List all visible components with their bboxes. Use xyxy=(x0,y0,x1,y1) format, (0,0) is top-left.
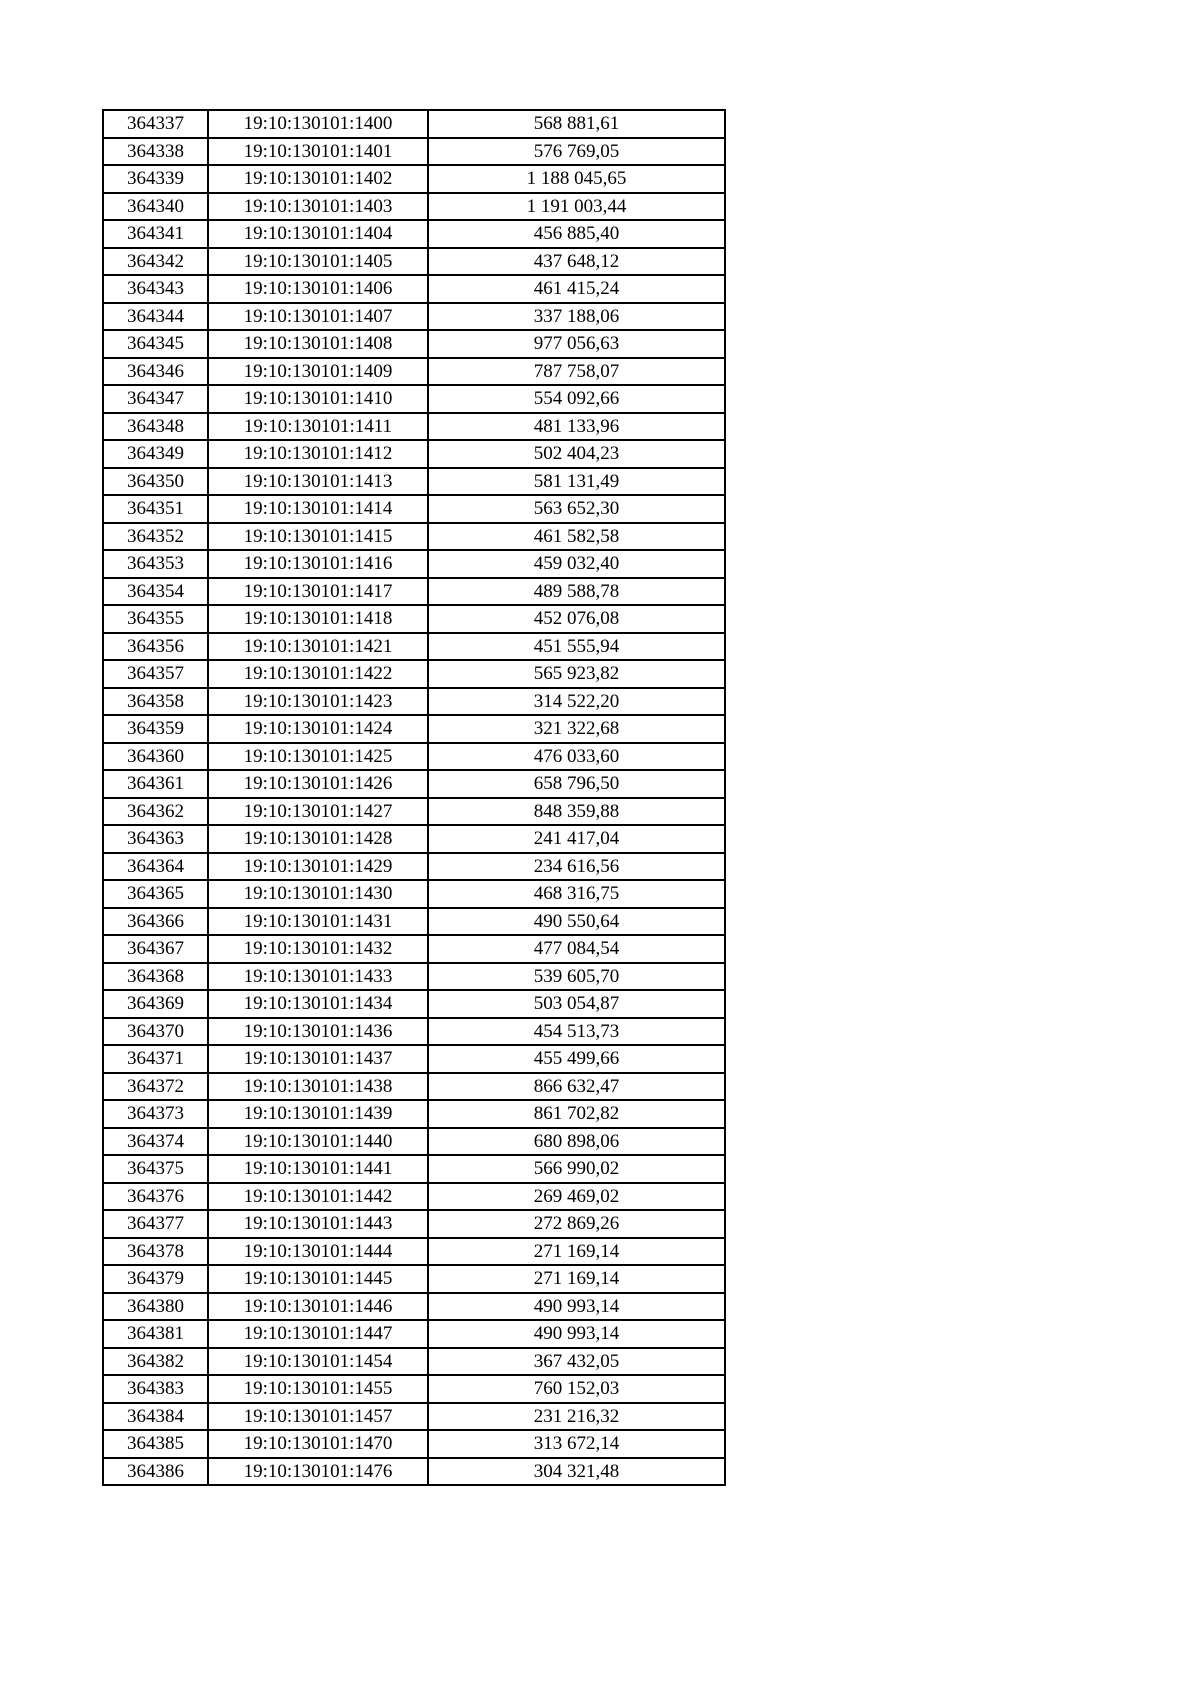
cell-amount: 576 769,05 xyxy=(428,138,725,166)
cell-number: 364379 xyxy=(103,1265,208,1293)
cell-cadastral-number: 19:10:130101:1400 xyxy=(208,110,428,138)
cell-cadastral-number: 19:10:130101:1418 xyxy=(208,605,428,633)
cell-amount: 1 188 045,65 xyxy=(428,165,725,193)
cell-cadastral-number: 19:10:130101:1405 xyxy=(208,248,428,276)
table-row xyxy=(103,1100,725,1128)
cell-number: 364345 xyxy=(103,330,208,358)
table-row xyxy=(103,1430,725,1458)
table-row xyxy=(103,660,725,688)
data-table xyxy=(102,109,726,1486)
cell-number: 364344 xyxy=(103,303,208,331)
cell-amount: 680 898,06 xyxy=(428,1128,725,1156)
cell-cadastral-number: 19:10:130101:1431 xyxy=(208,908,428,936)
cell-amount: 231 216,32 xyxy=(428,1403,725,1431)
cell-cadastral-number: 19:10:130101:1428 xyxy=(208,825,428,853)
cell-number: 364360 xyxy=(103,743,208,771)
cell-amount: 502 404,23 xyxy=(428,440,725,468)
cell-cadastral-number: 19:10:130101:1470 xyxy=(208,1430,428,1458)
cell-amount: 489 588,78 xyxy=(428,578,725,606)
cell-amount: 234 616,56 xyxy=(428,853,725,881)
cell-amount: 539 605,70 xyxy=(428,963,725,991)
cell-amount: 476 033,60 xyxy=(428,743,725,771)
cell-cadastral-number: 19:10:130101:1415 xyxy=(208,523,428,551)
table-row xyxy=(103,1210,725,1238)
cell-amount: 452 076,08 xyxy=(428,605,725,633)
cell-number: 364362 xyxy=(103,798,208,826)
cell-amount: 272 869,26 xyxy=(428,1210,725,1238)
cell-cadastral-number: 19:10:130101:1402 xyxy=(208,165,428,193)
table-row xyxy=(103,220,725,248)
cell-amount: 459 032,40 xyxy=(428,550,725,578)
cell-amount: 563 652,30 xyxy=(428,495,725,523)
cell-cadastral-number: 19:10:130101:1409 xyxy=(208,358,428,386)
cell-cadastral-number: 19:10:130101:1408 xyxy=(208,330,428,358)
cell-cadastral-number: 19:10:130101:1404 xyxy=(208,220,428,248)
table-row xyxy=(103,935,725,963)
cell-number: 364372 xyxy=(103,1073,208,1101)
table-row xyxy=(103,1403,725,1431)
table-row xyxy=(103,303,725,331)
cell-number: 364378 xyxy=(103,1238,208,1266)
cell-amount: 787 758,07 xyxy=(428,358,725,386)
table-row xyxy=(103,1375,725,1403)
cell-number: 364386 xyxy=(103,1458,208,1486)
cell-amount: 568 881,61 xyxy=(428,110,725,138)
cell-number: 364354 xyxy=(103,578,208,606)
table-row xyxy=(103,1458,725,1486)
cell-cadastral-number: 19:10:130101:1429 xyxy=(208,853,428,881)
cell-amount: 760 152,03 xyxy=(428,1375,725,1403)
table-row xyxy=(103,1155,725,1183)
cell-cadastral-number: 19:10:130101:1438 xyxy=(208,1073,428,1101)
cell-amount: 437 648,12 xyxy=(428,248,725,276)
cell-number: 364385 xyxy=(103,1430,208,1458)
cell-number: 364380 xyxy=(103,1293,208,1321)
cell-cadastral-number: 19:10:130101:1421 xyxy=(208,633,428,661)
table-row xyxy=(103,743,725,771)
table-row xyxy=(103,908,725,936)
cell-cadastral-number: 19:10:130101:1430 xyxy=(208,880,428,908)
cell-amount: 503 054,87 xyxy=(428,990,725,1018)
cell-cadastral-number: 19:10:130101:1444 xyxy=(208,1238,428,1266)
cell-amount: 490 550,64 xyxy=(428,908,725,936)
cell-number: 364351 xyxy=(103,495,208,523)
cell-number: 364371 xyxy=(103,1045,208,1073)
cell-cadastral-number: 19:10:130101:1476 xyxy=(208,1458,428,1486)
cell-number: 364384 xyxy=(103,1403,208,1431)
cell-number: 364338 xyxy=(103,138,208,166)
table-row xyxy=(103,138,725,166)
table-row xyxy=(103,853,725,881)
cell-amount: 313 672,14 xyxy=(428,1430,725,1458)
cell-number: 364365 xyxy=(103,880,208,908)
cell-cadastral-number: 19:10:130101:1437 xyxy=(208,1045,428,1073)
cell-number: 364382 xyxy=(103,1348,208,1376)
cell-cadastral-number: 19:10:130101:1403 xyxy=(208,193,428,221)
cell-number: 364355 xyxy=(103,605,208,633)
cell-amount: 481 133,96 xyxy=(428,413,725,441)
cell-amount: 271 169,14 xyxy=(428,1265,725,1293)
cell-amount: 468 316,75 xyxy=(428,880,725,908)
cell-amount: 581 131,49 xyxy=(428,468,725,496)
cell-amount: 565 923,82 xyxy=(428,660,725,688)
cell-number: 364363 xyxy=(103,825,208,853)
cell-number: 364370 xyxy=(103,1018,208,1046)
cell-cadastral-number: 19:10:130101:1406 xyxy=(208,275,428,303)
cell-cadastral-number: 19:10:130101:1413 xyxy=(208,468,428,496)
cell-number: 364350 xyxy=(103,468,208,496)
cell-cadastral-number: 19:10:130101:1436 xyxy=(208,1018,428,1046)
cell-cadastral-number: 19:10:130101:1424 xyxy=(208,715,428,743)
table-row xyxy=(103,1320,725,1348)
cell-cadastral-number: 19:10:130101:1445 xyxy=(208,1265,428,1293)
table-row xyxy=(103,550,725,578)
cell-amount: 304 321,48 xyxy=(428,1458,725,1486)
cell-number: 364368 xyxy=(103,963,208,991)
table-row xyxy=(103,413,725,441)
table-row xyxy=(103,1183,725,1211)
cell-number: 364383 xyxy=(103,1375,208,1403)
table-row xyxy=(103,1018,725,1046)
cell-cadastral-number: 19:10:130101:1407 xyxy=(208,303,428,331)
cell-number: 364364 xyxy=(103,853,208,881)
cell-number: 364348 xyxy=(103,413,208,441)
table-row xyxy=(103,248,725,276)
table-row xyxy=(103,1348,725,1376)
table-row xyxy=(103,1073,725,1101)
table-row xyxy=(103,275,725,303)
table-row xyxy=(103,165,725,193)
cell-amount: 977 056,63 xyxy=(428,330,725,358)
table-row xyxy=(103,990,725,1018)
cell-amount: 866 632,47 xyxy=(428,1073,725,1101)
cell-amount: 456 885,40 xyxy=(428,220,725,248)
table-row xyxy=(103,468,725,496)
cell-number: 364347 xyxy=(103,385,208,413)
table-row xyxy=(103,1238,725,1266)
table-row xyxy=(103,1045,725,1073)
cell-number: 364373 xyxy=(103,1100,208,1128)
table-row xyxy=(103,633,725,661)
table-row xyxy=(103,688,725,716)
cell-amount: 321 322,68 xyxy=(428,715,725,743)
cell-cadastral-number: 19:10:130101:1446 xyxy=(208,1293,428,1321)
cell-amount: 848 359,88 xyxy=(428,798,725,826)
cell-amount: 314 522,20 xyxy=(428,688,725,716)
cell-amount: 566 990,02 xyxy=(428,1155,725,1183)
cell-amount: 451 555,94 xyxy=(428,633,725,661)
cell-number: 364349 xyxy=(103,440,208,468)
cell-cadastral-number: 19:10:130101:1447 xyxy=(208,1320,428,1348)
table-row xyxy=(103,880,725,908)
cell-number: 364361 xyxy=(103,770,208,798)
cell-amount: 477 084,54 xyxy=(428,935,725,963)
cell-cadastral-number: 19:10:130101:1439 xyxy=(208,1100,428,1128)
cell-number: 364367 xyxy=(103,935,208,963)
cell-number: 364356 xyxy=(103,633,208,661)
table-row xyxy=(103,440,725,468)
cell-number: 364369 xyxy=(103,990,208,1018)
cell-cadastral-number: 19:10:130101:1416 xyxy=(208,550,428,578)
cell-amount: 367 432,05 xyxy=(428,1348,725,1376)
cell-number: 364366 xyxy=(103,908,208,936)
cell-number: 364337 xyxy=(103,110,208,138)
table-row xyxy=(103,715,725,743)
table-row xyxy=(103,798,725,826)
cell-number: 364341 xyxy=(103,220,208,248)
cell-cadastral-number: 19:10:130101:1442 xyxy=(208,1183,428,1211)
cell-amount: 861 702,82 xyxy=(428,1100,725,1128)
cell-number: 364353 xyxy=(103,550,208,578)
table-row xyxy=(103,358,725,386)
cell-cadastral-number: 19:10:130101:1457 xyxy=(208,1403,428,1431)
table-body xyxy=(103,110,725,1485)
cell-number: 364381 xyxy=(103,1320,208,1348)
table-row xyxy=(103,770,725,798)
cell-cadastral-number: 19:10:130101:1417 xyxy=(208,578,428,606)
cell-number: 364359 xyxy=(103,715,208,743)
cell-amount: 241 417,04 xyxy=(428,825,725,853)
table-row xyxy=(103,110,725,138)
table-row xyxy=(103,963,725,991)
cell-amount: 658 796,50 xyxy=(428,770,725,798)
cell-amount: 1 191 003,44 xyxy=(428,193,725,221)
cell-amount: 490 993,14 xyxy=(428,1320,725,1348)
cell-number: 364340 xyxy=(103,193,208,221)
table-row xyxy=(103,578,725,606)
cell-cadastral-number: 19:10:130101:1433 xyxy=(208,963,428,991)
cell-cadastral-number: 19:10:130101:1432 xyxy=(208,935,428,963)
cell-cadastral-number: 19:10:130101:1411 xyxy=(208,413,428,441)
cell-cadastral-number: 19:10:130101:1425 xyxy=(208,743,428,771)
table-row xyxy=(103,523,725,551)
table-row xyxy=(103,605,725,633)
cell-number: 364358 xyxy=(103,688,208,716)
table-row xyxy=(103,825,725,853)
cell-cadastral-number: 19:10:130101:1454 xyxy=(208,1348,428,1376)
cell-amount: 461 582,58 xyxy=(428,523,725,551)
cell-cadastral-number: 19:10:130101:1414 xyxy=(208,495,428,523)
table-row xyxy=(103,1128,725,1156)
cell-cadastral-number: 19:10:130101:1423 xyxy=(208,688,428,716)
table-row xyxy=(103,1293,725,1321)
cell-cadastral-number: 19:10:130101:1412 xyxy=(208,440,428,468)
cell-cadastral-number: 19:10:130101:1427 xyxy=(208,798,428,826)
cell-cadastral-number: 19:10:130101:1426 xyxy=(208,770,428,798)
cell-amount: 490 993,14 xyxy=(428,1293,725,1321)
table-row xyxy=(103,495,725,523)
cell-number: 364342 xyxy=(103,248,208,276)
cell-cadastral-number: 19:10:130101:1410 xyxy=(208,385,428,413)
cell-cadastral-number: 19:10:130101:1441 xyxy=(208,1155,428,1183)
cell-amount: 554 092,66 xyxy=(428,385,725,413)
cell-cadastral-number: 19:10:130101:1401 xyxy=(208,138,428,166)
cell-number: 364375 xyxy=(103,1155,208,1183)
cell-amount: 269 469,02 xyxy=(428,1183,725,1211)
table-row xyxy=(103,1265,725,1293)
cell-cadastral-number: 19:10:130101:1440 xyxy=(208,1128,428,1156)
cell-amount: 454 513,73 xyxy=(428,1018,725,1046)
cell-number: 364346 xyxy=(103,358,208,386)
cell-number: 364352 xyxy=(103,523,208,551)
cell-cadastral-number: 19:10:130101:1422 xyxy=(208,660,428,688)
cell-number: 364374 xyxy=(103,1128,208,1156)
table-row xyxy=(103,385,725,413)
cell-number: 364357 xyxy=(103,660,208,688)
cell-cadastral-number: 19:10:130101:1455 xyxy=(208,1375,428,1403)
cell-number: 364343 xyxy=(103,275,208,303)
cell-amount: 271 169,14 xyxy=(428,1238,725,1266)
cell-number: 364377 xyxy=(103,1210,208,1238)
cell-number: 364339 xyxy=(103,165,208,193)
table-row xyxy=(103,193,725,221)
cell-number: 364376 xyxy=(103,1183,208,1211)
cell-amount: 455 499,66 xyxy=(428,1045,725,1073)
cell-amount: 337 188,06 xyxy=(428,303,725,331)
cell-amount: 461 415,24 xyxy=(428,275,725,303)
cell-cadastral-number: 19:10:130101:1434 xyxy=(208,990,428,1018)
table-row xyxy=(103,330,725,358)
cell-cadastral-number: 19:10:130101:1443 xyxy=(208,1210,428,1238)
